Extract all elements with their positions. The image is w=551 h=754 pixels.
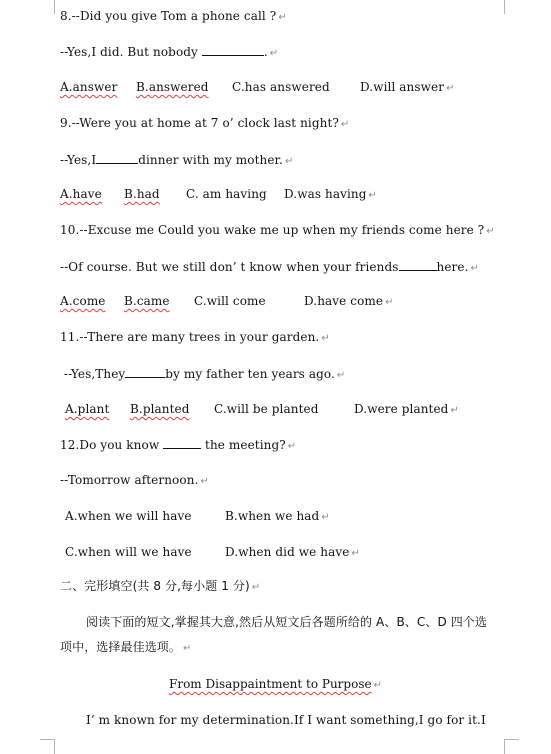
q11-option-b: B.planted — [130, 402, 190, 416]
paragraph-mark: ↵ — [287, 441, 297, 452]
q12-answer-text: --Tomorrow afternoon. — [60, 473, 199, 487]
paragraph-mark: ↵ — [284, 156, 294, 167]
q9-option-c: C. am having — [186, 187, 267, 201]
blank — [125, 365, 165, 378]
q9-option-b: B.had — [124, 187, 160, 201]
blank — [202, 43, 264, 56]
passage-title — [0, 676, 551, 694]
paragraph-mark: ↵ — [183, 643, 192, 654]
q12-option-b: B.when we had — [225, 509, 320, 523]
paragraph-mark: ↵ — [321, 512, 330, 523]
q12-question — [60, 436, 296, 455]
section-heading — [60, 578, 260, 596]
paragraph-mark: ↵ — [368, 190, 378, 201]
q9-question — [60, 115, 349, 133]
q11-option-d: D.were planted — [354, 402, 449, 416]
instruction-text-2: 项中，选择最佳选项。 — [60, 640, 182, 654]
q11-question — [60, 329, 330, 347]
q8-text: 8.--Did you give Tom a phone call ? — [60, 9, 277, 23]
q12-option-c: C.when will we have — [65, 545, 192, 559]
q12-options-row2 — [65, 544, 360, 562]
paragraph-mark: ↵ — [269, 48, 279, 59]
q8-answer-text: --Yes,I did. But nobody — [60, 45, 202, 59]
q8-option-b: B.answered — [136, 80, 209, 94]
paragraph-mark: ↵ — [373, 680, 382, 691]
paragraph-mark: ↵ — [200, 476, 209, 487]
paragraph-mark: ↵ — [470, 263, 479, 274]
passage-line-1 — [86, 712, 486, 728]
q12-options-row1 — [65, 508, 330, 526]
page-corner-top-left — [40, 0, 55, 14]
q8-question — [60, 8, 287, 26]
q11-option-c: C.will be planted — [214, 402, 319, 416]
paragraph-mark: ↵ — [278, 12, 287, 23]
q10-option-d: D.have come — [304, 294, 384, 308]
q9-answer-end: dinner with my mother. — [138, 153, 283, 167]
blank — [163, 436, 201, 449]
page-corner-bottom-left — [40, 739, 55, 754]
q10-answer-end: here. — [436, 260, 469, 274]
instruction-line-2 — [60, 639, 192, 657]
q9-option-a: A.have — [60, 187, 102, 201]
q9-options — [60, 186, 377, 204]
q12-option-a: A.when we will have — [65, 509, 192, 523]
passage-title-text: From Disappaintment to Purpose — [169, 677, 372, 691]
paragraph-mark: ↵ — [351, 548, 360, 559]
q10-option-c: C.will come — [194, 294, 266, 308]
q11-options — [65, 401, 459, 419]
q10-answer-text: --Of course. But we still don’ t know when your friends — [60, 260, 399, 274]
paragraph-mark: ↵ — [486, 226, 495, 237]
q12-answer-line — [60, 472, 209, 490]
page-corner-bottom-right — [504, 739, 519, 754]
q10-option-b: B.came — [124, 294, 170, 308]
instruction-line-1 — [86, 614, 487, 630]
paragraph-mark: ↵ — [336, 370, 346, 381]
q9-answer-text: --Yes,I — [60, 153, 97, 167]
instruction-text-1: 阅读下面的短文,掌握其大意,然后从短文后各题所给的 A、B、C、D 四个选 — [86, 615, 488, 629]
q10-text: 10.--Excuse me Could you wake me up when my friends come here ? — [60, 223, 485, 237]
q9-answer-line — [60, 151, 293, 170]
q8-option-a: A.answer — [60, 80, 118, 94]
q11-text: 11.--There are many trees in your garden. — [60, 330, 320, 344]
paragraph-mark: ↵ — [450, 405, 459, 416]
blank — [399, 258, 437, 271]
q11-answer-end: by my father ten years ago. — [165, 367, 335, 381]
q11-option-a: A.plant — [65, 402, 110, 416]
q9-text: 9.--Were you at home at 7 o’ clock last night? — [60, 116, 339, 130]
q8-option-d: D.will answer — [360, 80, 445, 94]
q10-option-a: A.come — [60, 294, 106, 308]
page-corner-top-right — [504, 0, 519, 14]
paragraph-mark: ↵ — [321, 333, 330, 344]
q8-option-c: C.has answered — [232, 80, 330, 94]
q12-option-d: D.when did we have — [225, 545, 350, 559]
q11-answer-line — [60, 365, 345, 384]
paragraph-mark: ↵ — [340, 119, 350, 130]
q8-options — [60, 79, 455, 97]
q8-answer-line — [60, 43, 278, 62]
q10-options — [60, 293, 394, 311]
q9-option-d: D.was having — [284, 187, 367, 201]
paragraph-mark: ↵ — [446, 83, 455, 94]
blank — [96, 151, 138, 164]
q12-text-end: the meeting? — [201, 438, 286, 452]
passage-text-1: I’ m known for my determination.If I want something,I go for it.I — [86, 713, 486, 727]
paragraph-mark: ↵ — [385, 297, 394, 308]
q11-answer-text: --Yes,They — [60, 367, 126, 381]
paragraph-mark: ↵ — [251, 582, 261, 593]
q10-answer-line — [60, 258, 479, 277]
q8-answer-end: . — [263, 45, 268, 59]
section-heading-text: 二、完形填空(共 8 分,每小题 1 分) — [60, 579, 250, 593]
q12-text: 12.Do you know — [60, 438, 164, 452]
q10-question — [60, 222, 495, 240]
